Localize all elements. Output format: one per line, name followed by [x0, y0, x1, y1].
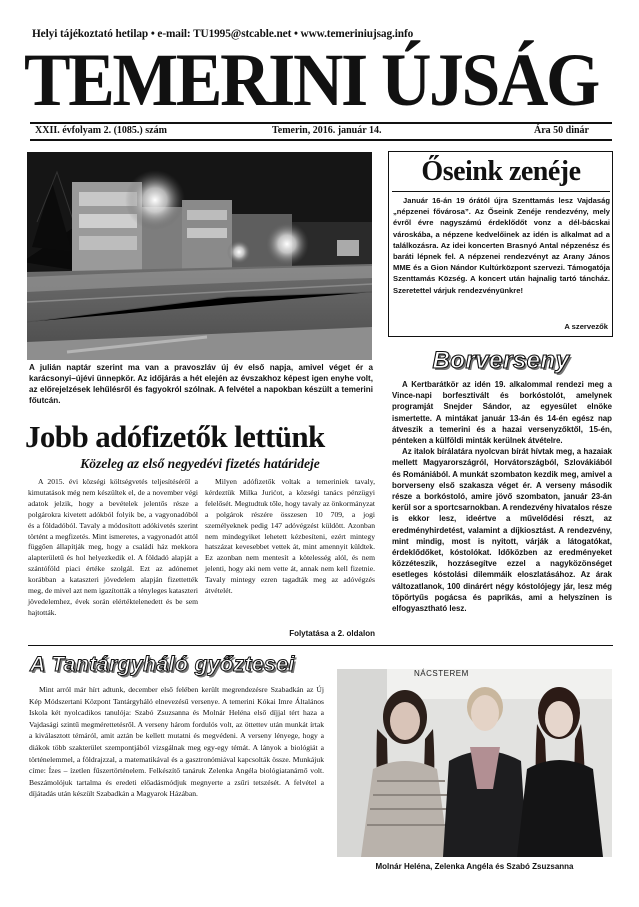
- jobb-subtitle: Közeleg az első negyedévi fizetés határideje: [80, 456, 320, 471]
- masthead-rule-bottom: [30, 139, 612, 141]
- winners-photo: [337, 669, 612, 857]
- jobb-title: Jobb adófizetők lettünk: [25, 419, 325, 454]
- photo-wall-sign: NÁCSTEREM: [414, 669, 469, 678]
- borverseny-paragraph-1: A Kertbarátkör az idén 19. alkalommal rendezi meg a Vince-napi borfesztivált és borkóstolót, amelynek programját Snejder Sándor, az egyesület elnöke ismertette. A mintákat január 13-án és 14-én egész nap átveszik a temerini és a hazai versenyzőktől, 15-én, pénteken a külföldi minták kerülnek átvételre.: [392, 380, 612, 446]
- contact-line: Helyi tájékoztató hetilap • e-mail: TU1995@stcable.net • www.temeriniujsag.info: [32, 28, 414, 40]
- street-photo: [27, 152, 372, 360]
- section-divider: [28, 645, 613, 646]
- issue-date: Temerin, 2016. január 14.: [272, 125, 382, 136]
- masthead-rule-top: [30, 122, 612, 124]
- borverseny-paragraph-2: Az italok bírálatára nyolcvan bírát hívtak meg, a hazaiak mellett Magyarországról, Horvátországból, Szlovákiából és Romániából. A munkát szombaton kezdik meg, amivel a borverseny első szakasza véget ér. A verseny második része a borkóstoló, amire jövő szombaton, január 23-án kerül sor a sportcsarnokban. A rendezvény hivatalos része is ekkor lesz, ideértve a művelődési részt, az eredményhirdetést, valamint a díjkiosztást. A rendezvény, mint mindig, most is nyitott, várják a látogatókat, érdeklődőket, kóstolókat. Időközben az eredményeket közzéteszik, hozzásegítve ezzel a nagyközönséget esetleges kóstolási dilemmáik eloszlatásához. Az árak változatlanok, 100 dinárért négy kóstolójegy jár, lesz még töpörtyűs pogácsa és paprikás, ami a helyszínen is elfogyasztható lesz.: [392, 447, 613, 614]
- borverseny-title: Borverseny: [432, 347, 570, 374]
- edition-number: XXII. évfolyam 2. (1085.) szám: [35, 125, 167, 136]
- oseink-body: Január 16-án 19 órától újra Szenttamás lesz Vajdaság „népzenei fővárosa”. Az Őseink Zenéje rendezvény, mely évről évre nagyszámú érdeklődőt vonz a dél-bácskai városkába, a népzene kedvelőinek az idén is alkalmat ad a találkozásra. Az idei koncerten Brasnyó Antal népzenész és baráti lépnek fel. A népzenei rendezvényt az Arany János MME és a Gion Nándor Kultúrközpont szervezi. Támogatója Szenttamás Község. A koncert után hajnalig tartó táncház. Szeretettel várjuk rendezvényünkre!: [393, 196, 610, 295]
- tantargy-title: A Tantárgyháló győztesei: [30, 653, 295, 676]
- oseink-signature: A szervezők: [564, 322, 608, 331]
- jobb-column-1: A 2015. évi községi költségvetés teljesítéséről a kimutatások még nem készültek el, de a november végi adatok jelzik, hogy a bevételek jelentős része a polgárokra kivetett adókból folyik be, a vagyonadóból és a földadóból. Tavaly a módosított adókivetés szerint történt a megfizetés. Mint ismeretes, a vagyonadót attól függően állapítják meg, hogy a családi ház mekkora alapterületű és hol helyezkedik el. A földadó alapját a szántóföld piaci értéke szolgál. Ezt az adónemet korábban a kataszteri jövedelem alapján fizettették meg, de mivel azt nem igazították a tényleges kataszteri jövedelemhez, évek során elértéktelenedett és be sem hajtották.: [28, 477, 198, 617]
- street-photo-caption: A julián naptár szerint ma van a pravoszláv új év első napja, amivel véget ér a karácsonyi–újévi ünnepkör. Az időjárás a hét elején az évszakhoz képest igen enyhe volt, az előrejelzések lehűlésről és fagyokról szólnak. A felvétel a napokban készült a temerini főutcán.: [29, 363, 373, 406]
- newspaper-title: TEMERINI ÚJSÁG: [24, 39, 598, 122]
- oseink-title: Őseink zenéje: [421, 156, 581, 187]
- jobb-continued: Folytatása a 2. oldalon: [289, 629, 375, 638]
- jobb-column-2: Milyen adófizetők voltak a temeriniek tavaly, kérdeztük Milka Jurićot, a községi tanács pénzügyi felelősét. Megtudtuk tőle, hogy tavaly az önkormányzat a polgárok részére összesen 10 709, a jogi személyeknek pedig 147 adóvégzést küldött. Azonban nem mindegyiket lehetett kézbesíteni, ezért mintegy hatszázat kevesebbet vettek át, mint amennyit küldtek. Ez azonban nem mentesít a kötelesség alól, és nem jelenti, hogy aki nem vette át, annak nem kell fizetnie. Tavaly mintegy ezren tagadták meg az adóvégzés átvételét.: [205, 477, 375, 596]
- price: Ára 50 dinár: [534, 125, 589, 136]
- tantargy-body: Mint arról már hírt adtunk, december első felében került megrendezésre Szabadkán az Új Kép Módszertani Központ Tantárgyháló elnevezésű versenye. A temerini Kókai Imre Általános Iskola két nyolcadikos tanulója: Szabó Zsuzsanna és Molnár Heléna első díjjal tért haza a Vajdasági szintű megmérettetésről. A verseny három fordulós volt, az öttettev után munkát írtak a kiválasztott témáról, amit aztán be kellett mutatni és megvédeni. A verseny lényege, hogy a diákok több szakterület szempontjából vizsgálnak meg egy-egy témát. A lányok a biológiát a történelemmel, a földrajzzal, a matematikával és a gasztronómiával kapcsolták össze. Munkájuk címe: Ízes – ízetlen fűszertörténelem. Felkészítő tanáruk Zelenka Angéla biológiatanárnő volt. Beszámolójuk tartalma és eredeti előadásmódjuk megnyerte a zsűri tetszését. A felvétel a díjátadás után készült Szabadkán a Magyarok Házában.: [29, 685, 324, 799]
- oseink-rule: [392, 191, 610, 192]
- winners-caption: Molnár Heléna, Zelenka Angéla és Szabó Zsuzsanna: [375, 862, 574, 871]
